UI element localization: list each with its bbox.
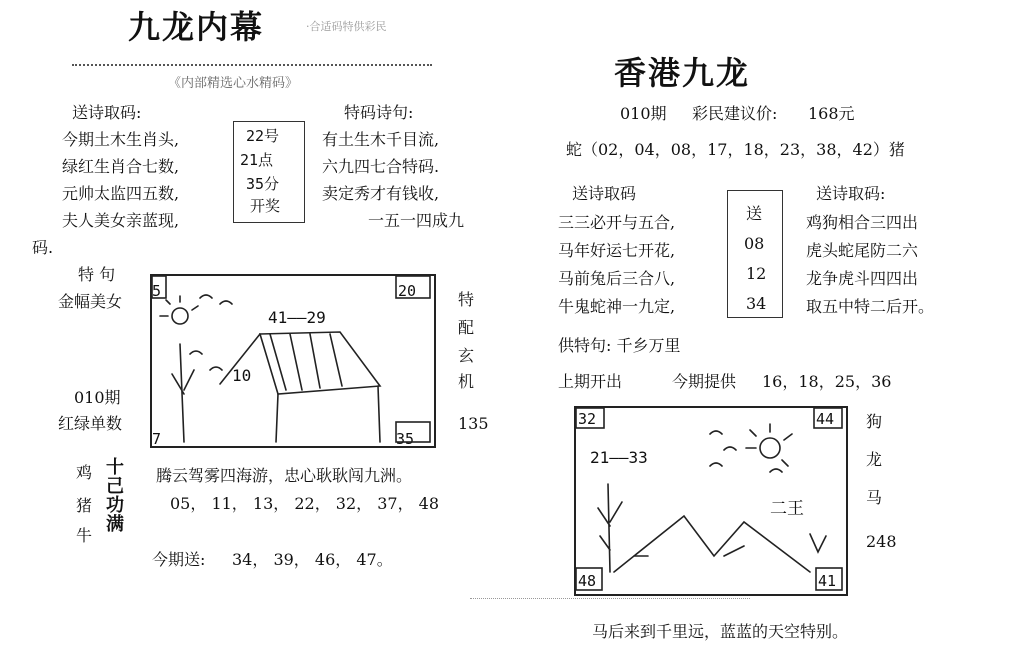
left-period-note: 红绿单数 <box>58 414 123 433</box>
right-poem-left-2: 马年好运七开花, <box>558 241 676 260</box>
right-poem-right-4: 取五中特二后开。 <box>806 297 935 316</box>
right-poem-header-right: 送诗取码: <box>816 184 886 203</box>
this-numbers: 16，18，25，36 <box>762 372 892 391</box>
left-poem-header: 送诗取码: <box>72 103 142 122</box>
draw-info-2: 21点 <box>240 151 274 169</box>
stamp-3: 功 <box>106 495 124 516</box>
tejv-value: 金幅美女 <box>58 292 123 311</box>
left-subtitle: ·合适码特供彩民 <box>306 20 387 33</box>
right-title: 香港九龙 <box>614 54 751 92</box>
right-period: 010期 <box>620 104 667 123</box>
draw-info-4: 开奖 <box>250 197 281 215</box>
right-poem-header-left: 送诗取码 <box>572 184 637 203</box>
left-picture-sketch <box>150 274 432 444</box>
zodiac-1: 鸡 <box>76 463 93 482</box>
left-side-3: 玄 <box>458 346 475 365</box>
left-corner-bl: 7 <box>152 430 162 448</box>
right-picture-sketch <box>574 406 844 592</box>
left-code-poem-line-2: 六九四七合特码. <box>322 157 440 176</box>
right-corner-br: 41 <box>818 572 837 590</box>
left-side-2: 配 <box>458 318 475 337</box>
send-box-1: 送 <box>746 204 763 223</box>
right-poem-right-2: 虎头蛇尾防二六 <box>806 241 919 260</box>
draw-info-3: 35分 <box>246 175 280 193</box>
right-faint-rule <box>470 598 750 599</box>
right-picture-num: 二王 <box>770 499 804 519</box>
left-send-label: 今期送: <box>152 550 206 569</box>
left-code-poem-line-1: 有土生木千目流, <box>322 130 440 149</box>
left-banner: 《内部精选心水精码》 <box>168 76 299 91</box>
right-price-label: 彩民建议价: <box>692 104 778 123</box>
left-picture-num: 10 <box>232 366 252 385</box>
left-send-numbers: 34， 39， 46， 47。 <box>232 550 393 569</box>
left-side-number: 135 <box>458 414 489 433</box>
right-poem-left-4: 牛鬼蛇神一九定, <box>558 297 676 316</box>
draw-info-1: 22号 <box>246 127 280 145</box>
stamp-1: 十 <box>106 457 124 478</box>
last-label: 上期开出 <box>558 372 623 391</box>
left-side-4: 机 <box>458 372 475 391</box>
left-poem-line-2: 绿红生肖合七数, <box>62 157 180 176</box>
send-box-4: 34 <box>746 294 767 313</box>
left-code-poem-line-3: 卖定秀才有钱收, <box>322 184 440 203</box>
right-poem-right-1: 鸡狗相合三四出 <box>806 213 919 232</box>
left-title: 九龙内幕 <box>128 8 265 46</box>
right-side-3: 马 <box>866 488 883 507</box>
left-numbers: 05， 11， 13， 22， 32， 37， 48 <box>170 494 440 513</box>
right-footer: 马后来到千里远，蓝蓝的天空特别。 <box>592 622 849 641</box>
special-phrase: 供特句: 千乡万里 <box>558 336 681 355</box>
stamp-text <box>106 458 124 534</box>
zodiac-2: 猪 <box>76 496 93 515</box>
left-period: 010期 <box>74 388 121 407</box>
right-poem-left-1: 三三必开与五合, <box>558 213 676 232</box>
left-code-poem-header: 特码诗句: <box>344 103 414 122</box>
left-banner-rule <box>72 64 432 66</box>
right-corner-tr: 44 <box>816 410 835 428</box>
left-poem-line-3: 元帅太监四五数, <box>62 184 180 203</box>
left-code-poem-line-4: 一五一四成九 <box>368 211 465 230</box>
right-side-number: 248 <box>866 532 897 551</box>
right-side-2: 龙 <box>866 450 883 469</box>
right-poem-left-3: 马前兔后三合八, <box>558 269 676 288</box>
right-price: 168元 <box>808 104 855 123</box>
snake-line: 蛇（02，04，08，17，18，23，38，42）猪 <box>566 140 905 159</box>
stamp-2: 己 <box>106 476 124 497</box>
left-poem-line-1: 今期土木生肖头, <box>62 130 180 149</box>
left-poem-line-4: 夫人美女亲蓝现, <box>62 211 180 230</box>
right-picture-range: 21——33 <box>590 448 648 467</box>
stamp-4: 满 <box>106 514 124 535</box>
left-corner-tr: 20 <box>398 282 417 300</box>
zodiac-3: 牛 <box>76 526 93 545</box>
left-corner-br: 35 <box>396 430 415 448</box>
send-box-2: 08 <box>744 234 765 253</box>
right-corner-bl: 48 <box>578 572 597 590</box>
left-code-poem-tail: 码. <box>32 238 54 257</box>
left-side-1: 特 <box>458 290 475 309</box>
left-picture-range: 41——29 <box>268 308 326 327</box>
send-box-3: 12 <box>746 264 767 283</box>
this-label: 今期提供 <box>672 372 737 391</box>
left-verse: 腾云驾雾四海游，忠心耿耿闯九洲。 <box>156 466 413 485</box>
tejv-label: 特 句 <box>78 265 116 284</box>
left-corner-tl: 5 <box>152 282 162 300</box>
right-corner-tl: 32 <box>578 410 597 428</box>
right-side-1: 狗 <box>866 412 883 431</box>
right-poem-right-3: 龙争虎斗四四出 <box>806 269 919 288</box>
